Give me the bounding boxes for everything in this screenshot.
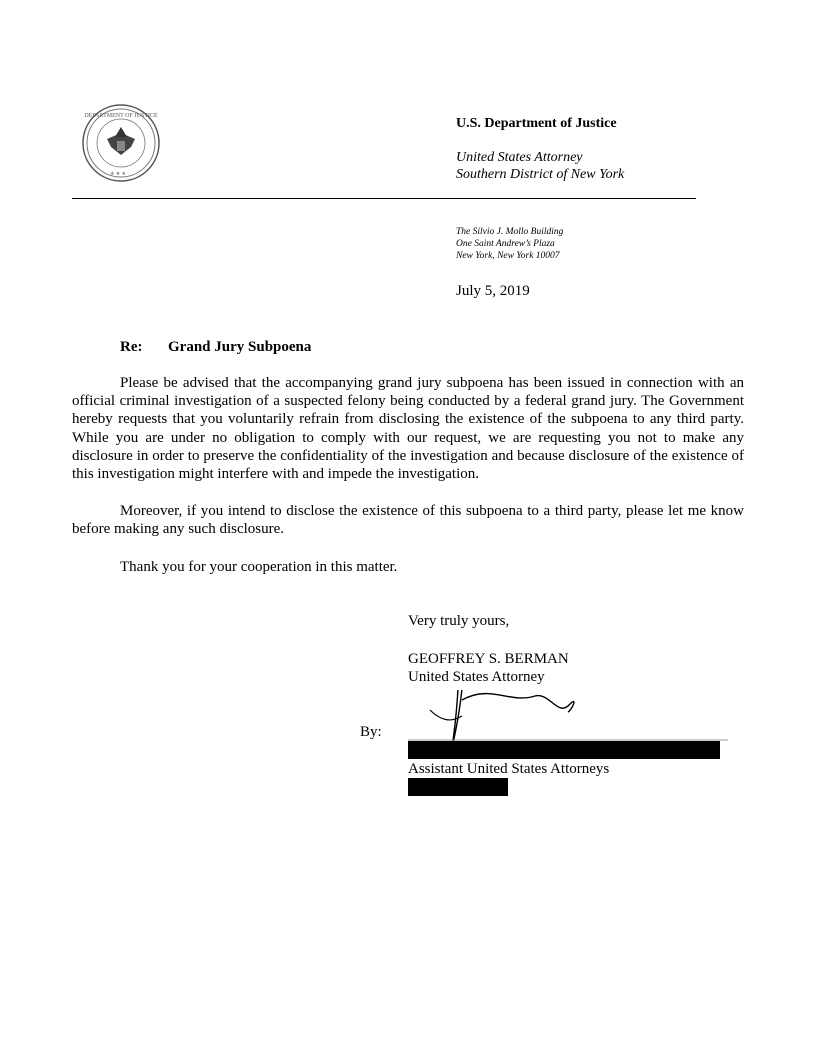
body-paragraph-2: Moreover, if you intend to disclose the existence of this subpoena to a third party, please let me know before making any such disclosure.	[72, 503, 744, 538]
signer-title: Assistant United States Attorneys	[408, 761, 610, 777]
body-paragraph-1: Please be advised that the accompanying grand jury subpoena has been issued in connection with an official criminal investigation of a suspected felony being conducted by a federal grand jury. The Government hereby requests that you voluntarily refrain from disclosing the existence of the subpoena to any third party. While you are under no obligation to comply with our request, we are requesting you not to make any disclosure in order to preserve the confidentiality of the investigation and because disclosure of the existence of this investigation might interfere with and impede the investigation.	[72, 375, 744, 483]
address-line-3: New York, New York 10007	[456, 251, 560, 261]
address-line-1: The Silvio J. Mollo Building	[456, 227, 564, 237]
redacted-signer-name	[408, 741, 720, 759]
address-line-2: One Saint Andrew’s Plaza	[456, 239, 555, 249]
doj-seal-logo	[74, 103, 168, 183]
closing-salutation: Very truly yours,	[408, 613, 510, 629]
signatory-title: United States Attorney	[408, 669, 545, 685]
by-label: By:	[360, 724, 382, 740]
office-address	[456, 226, 563, 262]
office-name	[456, 149, 624, 183]
svg-text:DEPARTMENT OF JUSTICE: DEPARTMENT OF JUSTICE	[84, 113, 158, 119]
office-line-2: Southern District of New York	[456, 167, 625, 182]
redacted-phone	[408, 778, 508, 796]
letter-date: July 5, 2019	[456, 283, 530, 299]
office-line-1: United States Attorney	[456, 150, 583, 165]
body-paragraph-3: Thank you for your cooperation in this matter.	[120, 559, 398, 575]
letterhead-divider	[72, 198, 696, 199]
svg-text:★ ★ ★: ★ ★ ★	[110, 172, 126, 177]
signatory-name: GEOFFREY S. BERMAN	[408, 651, 569, 667]
department-name: U.S. Department of Justice	[456, 116, 617, 131]
subject-label: Re:	[120, 339, 143, 355]
subject-text: Grand Jury Subpoena	[168, 339, 312, 355]
